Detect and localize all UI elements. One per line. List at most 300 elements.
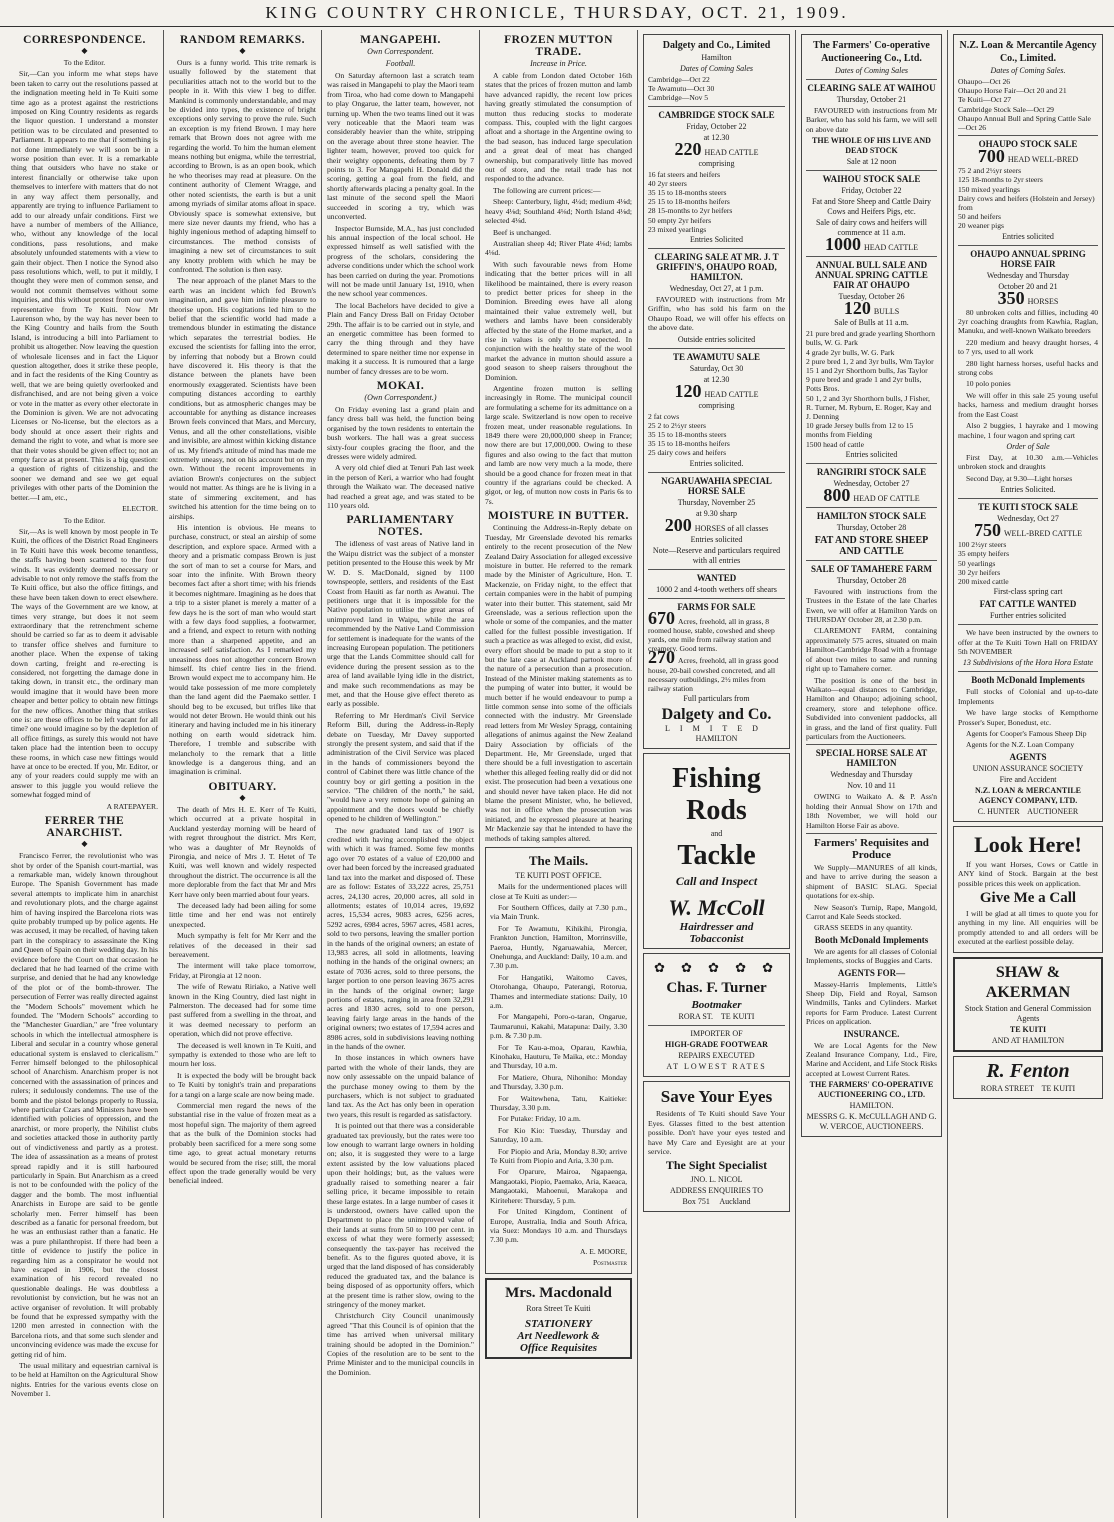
look-here-text: If you want Horses, Cows or Cattle in ANY kind of Stock. Bargain at the best possible prices this week on application. (958, 859, 1098, 888)
lot-line: 100 2½yr steers (958, 540, 1007, 550)
mails-notice (485, 847, 632, 1273)
article-paragraph: The deceased lady had been ailing for some little time and her end was not entirely unexpected. (169, 900, 316, 929)
company-name: N.Z. LOAN & MERCANTILE AGENCY COMPANY, LTD. (974, 785, 1081, 805)
lot-count: 120 (674, 380, 702, 401)
lot-count: 120 (843, 298, 871, 319)
fenton-name: R. Fenton (986, 1059, 1070, 1082)
entries-note: Entries solicited. (689, 458, 744, 468)
article-paragraph: His intention is obvious. He means to purchase, construct, or steal an airship of some description, and explore space. Armed with a theory and a prismatic compass Brown is just the sort of man to set a course for Mars, and soar into the infinite. With Brown theory becomes fact after a short time; with his friends it becomes nightmare. Imagining as he does that a trip to a sister planet is merely a matter of a few days he is the sort of man who would start with a few days food supplies, a footwarmer, and a friend, and expect to return with nothing more than a sharpened appetite, and an increased self satisfaction. As I remarked my uneasiness does not altogether concern Brown himself. Its chief centre lies in the friend. Brown would expect me to accompany him. He would take possession of me more completely than the land agent did the Paemako settler. I should beg to be excused, but trifles like that would not deter Brown. He would think out his itinerary and having included me in his itinerary nothing on earth would sidetrack him. Therefore, I tremble and subscribe with melancholy to the remark that a little knowledge is a dangerous thing, and an imagination is criminal. (169, 522, 316, 777)
sale-title: TE AWAMUTU SALE (672, 351, 761, 362)
lot-line: 2 fat cows (648, 411, 680, 421)
eyes-heading: Save Your Eyes (660, 1087, 773, 1107)
article-paragraph: Beef is unchanged. (493, 227, 551, 237)
article-paragraph: A very old chief died at Tenuri Pah last week in the person of Keri, a warrior who had fought through the Waikato war. The deceased native had reached a great age, and was stated to be 110 years old. (327, 463, 474, 511)
lot-line: 50 empty 2yr heifers (648, 215, 712, 225)
turner-name: Chas. F. Turner (666, 980, 767, 997)
shaw-name: SHAW & (995, 963, 1061, 981)
mails-line: For Te Awamutu, Kihikihi, Pirongia, Frankton Junction, Hamilton, Morrinsville, Paeroa, Huntly, Ngaruawahia, Mercer, Onehunga, and Auckland: Daily, 10 a.m. and 7.30 p.m. (490, 923, 627, 971)
lot-line: 21 pure bred and grade yearling Shorthorn bulls, W. G. Park (806, 329, 936, 348)
order-line: Second Day, at 9.30—Light horses (966, 473, 1073, 483)
implements-text: Full stocks of Colonial and up-to-date Implements (958, 687, 1098, 706)
particulars-note: Full particulars from (683, 694, 750, 704)
sale-date: Friday, October 22 (686, 121, 747, 131)
date-line: Ohaupo Horse Fair—Oct 20 and 21 (958, 86, 1067, 96)
farms-heading: FARMS FOR SALE (677, 601, 756, 612)
section-title: PARLIAMENTARY NOTES. (346, 514, 455, 539)
sale-title: CAMBRIDGE STOCK SALE (658, 109, 775, 120)
advert-line: Office Requisites (519, 1341, 598, 1354)
requisites-text: We Supply—MANURES of all kinds, and have to arrive during the season a shipment of BASIC SLAG. Special quotations for ex-ship. (806, 862, 937, 901)
article-paragraph: Argentine frozen mutton is selling increasingly in Rome. The municipal council are formulating a scheme for its admittance on a large scale. Switzerland is now open to receive frozen meat, under reasonable regulations. In 1849 there were 20,000,000 sheep in France; now there are but 17,000,000. Owing to these figures and also owing to the fact that mutton and lamb are now very much a la mode, there should be a good chance for frozen meat in that country if the agrarians could be checked. A gigot, or leg, of mutton now costs in Paris 6s to 7s. (485, 384, 632, 506)
nz-loan-advert (953, 34, 1103, 822)
sale-title: TE KUITI STOCK SALE (977, 502, 1079, 513)
lot-line: 75 2 and 2½yr steers (958, 166, 1022, 176)
implements-text: Agents for the N.Z. Loan Company (966, 740, 1075, 750)
sale-title: CLEARING SALE AT WAIHOU (807, 83, 936, 93)
mails-line: For Hangatiki, Waitomo Caves, Otorohanga, Ohaupo, Paterangi, Rotorua, Thames and intermediate stations: Daily, 10 a.m. (490, 972, 627, 1010)
column-trade-news (480, 30, 638, 1518)
lot-line: 16 fat steers and heifers (648, 169, 721, 179)
sight-city: Auckland (719, 1197, 751, 1207)
advert-line: STATIONERY (524, 1317, 593, 1330)
date-line: Ohaupo Annual Bull and Spring Cattle Sale—Oct 26 (958, 113, 1091, 133)
lot-line: 1500 head of cattle (806, 439, 864, 449)
sight-box: Box 751 (682, 1197, 710, 1207)
turner-line: AT LOWEST RATES (666, 1062, 767, 1072)
auctioneer-title: AUCTIONEER (1027, 806, 1079, 816)
sight-enquiries: ADDRESS ENQUIRIES TO (669, 1186, 764, 1196)
entries-note: Entries solicited (1002, 231, 1054, 241)
lot-heading: HEAD CATTLE (864, 243, 918, 253)
section-subtitle: Own Correspondent. (367, 47, 434, 56)
mails-line: For Piopio and Aria, Monday 8.30; arrive Te Kuiti from Piopio and Aria, 3.30 p.m. (490, 1146, 627, 1166)
section-title: MOKAI. (376, 380, 425, 392)
turner-town: TE KUITI (720, 1012, 755, 1022)
shaw-town: TE KUITI (1009, 1024, 1047, 1034)
look-here-heading: Look Here! (974, 831, 1082, 857)
article-paragraph: Christchurch City Council unanimously agreed "That this Council is of opinion that the time has arrived when universal military training should be adopted in the Dominion." Copies of the resolution are to be sent to the Prime Minister and to the municipal councils in the Dominion. (327, 1311, 474, 1377)
sight-name: JNO. L. NICOL (690, 1175, 743, 1185)
sale-date: Thursday, October 21 (836, 95, 907, 104)
sale-date-2: Nov. 10 and 11 (847, 781, 896, 791)
mails-line: For Te Kau-a-moa, Oparau, Kawhia, Kinohaku, Hauturu, Te Maika, etc.: Monday and Thursday, 10 a.m. (490, 1042, 627, 1071)
mails-line: For Kio Kio: Tuesday, Thursday and Saturday, 10 a.m. (490, 1125, 627, 1145)
lot-line: 200 mixed cattle (958, 576, 1009, 586)
mails-line: For Matiere, Ohura, Nihoniho: Monday and Thursday, 3.30 p.m. (490, 1072, 627, 1092)
article-paragraph: A cable from London dated October 16th states that the prices of frozen mutton and lamb have advanced rapidly, the recent low prices having greatly stimulated the consumption of mutton thus reducing stocks to moderate compass. This, coupled with the light cargoes afloat and a shortage in the Argentine owing to the bad season, has induced large speculation and a great deal of meat has changed ownership, but comparatively little has moved out of store, and the retail trade has not responded to the advance. (485, 71, 632, 184)
lot-heading: WELL-BRED CATTLE (1004, 529, 1082, 539)
column-farmers-adverts (796, 30, 948, 1518)
auctioneer-name: C. HUNTER (977, 806, 1020, 816)
section-title: MANGAPEHI. (360, 34, 441, 46)
company-town: HAMILTON. (849, 1101, 894, 1111)
advertiser-name: Mrs. Macdonald (505, 1284, 612, 1301)
shaw-town-2: AND AT HAMILTON (991, 1035, 1065, 1045)
sale-text: We will offer in this sale 25 young useful hacks, harness and medium draught horses from the East Coast (958, 390, 1098, 419)
section-rule: ◆ (81, 46, 88, 55)
article-paragraph: Ours is a funny world. This trite remark is usually followed by the statement that peculiarities attach not to the world but to the people in it. With this view I beg to differ. Mankind is commonly understandable, and may be divided into types, the existence of bright exceptions only serving to prove the rule. Such an exception is my friend Brown. I may here remark that Brown does not agree with me regarding the world. To him the human element means nothing but enigma, while the terrestrial, according to Brown, is as an open book, which he who theorises may read at pleasure. On the continent authority of Clement Wragge, and other noted scientists, the earth is but a unit among myriads of similar atoms afloat in space. Obviously space is somewhat extensive, but mere size never daunts my friend, who has a highly ingenious method of adapting himself to circumstances. The method consists of imagining a new set of circumstances to suit any knotty problem with which he may be confronted. The solution is then easy. (169, 58, 316, 274)
article-paragraph: In those instances in which owners have parted with the whole of their lands, they are now only assessable on the unpaid balance of the purchase money owing to them by the purchasers, which is not subject to graduated land tax. As the Act has only been in operation two years, this result is regarded as satisfactory. (327, 1053, 474, 1119)
article-paragraph: Inspector Burnside, M.A., has just concluded his annual inspection of the local school. He expressed himself as well satisfied with the progress of the scholars, considering the adverse conditions under which the school work has been carried on during the year. Promotions will not be made until January 1st, 1910, when the new school year commences. (327, 223, 474, 299)
lot-count: 350 (997, 287, 1025, 308)
letter-body: Sir,—Can you inform me what steps have been taken to carry out the resolutions passed at the indignation meeting held in Te Kuiti some time ago as a protest against the restrictions imposed on King Country residents as regards the liquor question. I understand a monster petition was to be circulated and presented to Parliament. It appears to me that if something is not done immediately we will soon be in a worse position than ever. It is a remarkable thing that outsiders who have no stake or interest financially or otherwise take upon themselves to interfere with matters that do not in any way affect them personally, and apparently are trying to influence Parliament to add to our already unfair conditions. First we have a number of members of the Alliance, who, without any knowledge of the local conditions, pass resolutions, and make absolutely unfounded statements with a view to gain their object. Then I notice the Synod also pass resolutions which, well, to put it mildly, I thought they were men of common sense, and would not commit themselves without some inquiries, and this without protest from our own representative from Te Kuiti. Now Mr Laurenson who, by the way has never been to the King Country and hails from the South Island, is introducing a bill into Parliament to prohibit us altogether. Now leaving the question of wholesale licenses and in fact the Liquor question altogether, does it strike these people, and in fact the residents of the King Country as well, that we are being quietly overlooked and disfranchised, and are not being given a voice or vote in the matter as every other electorate in the Dominion is given. We are not advocating Licenses or No-license, but the electors as a body should at once assert their rights and demand the right to vote, and what is more see that their votes should be given effect to; not an empty farce as at present. This is a big question: a question of rights of citizenship, and the sooner we demand and see we get equal privileges with other parts of the Dominion the better.—I am, etc., (11, 69, 158, 502)
sale-time: Sale at 12 noon (846, 157, 897, 167)
lot-line: 35 empty heifers (958, 549, 1010, 559)
sale-text: OWING to Waikato A. & P. Ass'n holding their Annual Show on 17th and 18th November, we will hold our Hamilton Horse Fair as above. (806, 792, 937, 830)
lot-line: 35 15 to 18-months heifers (648, 439, 730, 449)
implements-heading: Booth McDonald Implements (814, 934, 929, 945)
sale-text: 220 medium and heavy draught horses, 4 to 7 yrs, used to all work (958, 337, 1098, 357)
advert-dates-heading: Dates of Coming Sales. (990, 66, 1066, 75)
sale-date: Thursday, October 28 (836, 522, 907, 532)
lot-heading: HEAD CATTLE (704, 389, 759, 399)
requisites-heading: Farmers' Requisites and Produce (814, 836, 929, 861)
sale-text: CLAREMONT FARM, containing approximately 575 acres, situated on main Hamilton-Cambridge Road with a frontage of about two miles to same and running right up to Tamahere corner. (806, 626, 937, 674)
article-paragraph: Sheep: Canterbury, light, 4¼d; medium 4⅛d; heavy 4⅛d; Southland 4⅛d; North Island 4⅛d; selected 4⅛d. (485, 197, 632, 226)
article-paragraph: With such favourable news from Home indicating that the better prices will in all likelihood be maintained, there is every reason to predict better prices for sheep in the Dominion. Breeding ewes have all along maintained their value extremely well, but wethers and lambs have been considerably affected by the state of the Home market, and a rise in values is only to be expected. In conjunction with the healthy state of the wool market the advance in mutton should assure a good season to sheep raisers throughout the Dominion. (485, 259, 632, 382)
agents-heading: AGENTS (1009, 751, 1047, 762)
entries-note: Entries solicited (690, 534, 743, 544)
sale-text: Fat and Store Sheep and Cattle Dairy Cows and Heifers Pigs, etc. (811, 197, 932, 217)
article-paragraph: The usual military and equestrian carnival is to be held at Hamilton on the Agricultural Show nights. Entries for the various events close on November 1. (11, 1361, 158, 1399)
section-subtitle: Increase in Price. (530, 59, 587, 68)
sale-date: Wednesday, Oct 27, at 1 p.m. (669, 284, 764, 294)
mails-line: Mails for the undermentioned places will close at Te Kuiti as under:— (490, 882, 627, 901)
sale-time: at 12.30 (703, 132, 730, 142)
column-district-news (322, 30, 480, 1518)
article-paragraph: Much sympathy is felt for Mr Kerr and the relatives of the deceased in their sad bereavement. (169, 931, 316, 959)
akerman-name: AKERMAN (985, 983, 1071, 1001)
section-title: FERRER THE ANARCHIST. (44, 815, 125, 840)
lot-line: 4 grade 2yr bulls, W. G. Park (806, 347, 895, 357)
lot-line: 20 weaner pigs (958, 221, 1004, 231)
sale-text: Favoured with instructions from the Trustees in the Estate of the late Charles Ewen, we will offer at Hamilton Yards on THURSDAY October 28, at 2.30 p.m. (806, 586, 937, 625)
lot-count: 1000 (825, 234, 861, 255)
article-paragraph: Continuing the Address-in-Reply debate on Tuesday, Mr Greenslade devoted his remarks entirely to the recent prosecution of the New Zealand Dairy Association for alleged excessive moisture in butter. He referred to the remark made by the Minister of Agriculture, Hon. T. Mackenzie, on Friday night, to the effect that certain companies were in the habit of pumping water into their butter. This statement, said Mr Greenslade, was a serious reflection upon the whole or some of the companies, and the matter called for the fullest possible investigation. If such a practice as was alleged to exist, did exist, every effort should be made to put a stop to it but the late case at Auckland partook more of the nature of a persecution than a prosecution. Instead of the Minister making statements as to the pumping of water into butter, it would be much better if he would endeavour to pump a little common sense into some of the officials connected with the industry. Mr Greenslade read letters from Mr Wesley Spragg, containing allegations of animus against the New Zealand Dairy Association by officials of the Department. He, Mr Greenslade, urged that there should be a full investigation to ascertain whether this alleged feeling really did or did not exist. The prosecution had been a vexatious one and should never have taken place. He did not blame the present Minister, who, he believed, was not in office when the prosecution was initiated, and he expressed pleasure at hearing Mr Mackenzie say that he intended to have the methods of taking samples altered. (485, 523, 632, 843)
sale-heading: FAT AND STORE SHEEP AND CATTLE (814, 534, 929, 557)
sale-text: FAVOURED with instructions from Mr Barker, who has sold his farm, we will sell on above date (806, 106, 937, 134)
lot-count: 800 (823, 484, 851, 505)
article-paragraph: The interment will take place tomorrow, Friday, at Pirongia at 12 noon. (169, 961, 316, 980)
article-paragraph: Commercial men regard the news of the substantial rise in the value of frozen meat as a most hopeful sign. The majority of them agreed that as the bulk of the Dominion stocks had probably been sacrificed for a mere song some time ago, to great actual monetary returns would be secured from the rise; still, the moral effect upon the trade generally would be very beneficial indeed. (169, 1101, 316, 1186)
fishing-heading: Fishing Rods (672, 763, 761, 827)
article-paragraph: The deceased is well known in Te Kuiti, and sympathy is extended to those who are left to mourn her loss. (169, 1040, 316, 1069)
dalgety-logo-text: Dalgety and Co. (661, 706, 772, 724)
lot-heading: BULLS (873, 307, 900, 317)
insurance-text: We are Local Agents for the New Zealand Insurance Company, Ltd., Fire, Marine and Accident, and Life Stock Risks accepted at Lowest Current Rates. (806, 1040, 937, 1078)
lot-line: 50 yearlings (958, 558, 996, 568)
columns (6, 30, 1108, 1518)
fenton-street: RORA STREET (980, 1083, 1034, 1093)
section-title: MOISTURE IN BUTTER. (488, 510, 629, 523)
sale-time: at 12.30 (703, 374, 730, 384)
fishing-and: and (710, 829, 723, 839)
sale-text: Also 2 buggies, 1 hayrake and 1 mowing machine, 1 four wagon and spring cart (958, 421, 1098, 440)
advert-heading-2: Co., Limited. (999, 53, 1057, 64)
call-heading: Give Me a Call (979, 890, 1077, 907)
section-title: RANDOM REMARKS. (179, 34, 306, 46)
column-random-remarks (164, 30, 322, 1518)
fenton-town: TE KUITI (1041, 1083, 1076, 1093)
sale-date: Thursday, October 28 (836, 575, 907, 585)
sale-date: Tuesday, October 26 (838, 292, 905, 302)
mccoll-name: W. McColl (668, 895, 765, 921)
lot-count: 750 (974, 520, 1001, 541)
section-title: OBITUARY. (208, 780, 277, 793)
implements-text: Agents for Cooper's Famous Sheep Dip (966, 729, 1087, 738)
column-nz-loan-adverts (948, 30, 1108, 1518)
sale-text: 80 unbroken colts and fillies, including 40 2yr coaching draughts from Kawhia, Raglan, Manuku, and well-known Waikato breeders (958, 307, 1098, 336)
agents-text: Massey-Harris Implements, Little's Sheep Dip, Field and Royal, Samson Windmills, Tanks and Cylinders. Market reports for Farm Produce. Latest Current Prices on application. (806, 979, 937, 1027)
article-paragraph: The new graduated land tax of 1907 is credited with having accomplished the object with which it was framed. Some few months ago over 70 estates of a value of £20,000 and over had been forced by the increased graduated land tax into the market and disposed of. These are as follow: Estates of 33,222 acres, 25,751 acres, 24,130 acres, 20,000 acres, all sold in allotments; estates of 10,014 acres, 19,692 acres, 15,534 acres, 9083 acres, 6256 acres, 5292 acres, 6984 acres, 5967 acres, 4581 acres, sold to two persons, leaving the smaller portion in the hands of the original owners; an estate of 13,983 acres, all sold in allotments, leaving nothing in the hands of the original owners; an estate of 7036 acres, sold to three persons, the larger portion to one person leaving 3675 acres in the hands of the original owner; large portions of estates, ranging in area from 32,291 acres and 1830 acres, sold to one person, leaving fairly large areas in the hands of the original owners; two estates of 17,594 acres and 8986 acres, sold in subdivisions leaving nothing in the hands of the owner. (327, 825, 474, 1051)
mccoll-trade: Hairdresser and (679, 921, 754, 934)
sale-date: Wednesday and Thursday (830, 770, 913, 780)
sale-title: WAIHOU STOCK SALE (822, 174, 921, 185)
sale-title: SPECIAL HORSE SALE AT HAMILTON (815, 748, 928, 769)
advert-heading-2: Auctioneering Co., Ltd. (821, 53, 922, 64)
turner-street: RORA ST. (678, 1012, 714, 1022)
turner-line: REPAIRS EXECUTED (678, 1051, 755, 1061)
sale-text: We have been instructed by the owners to offer at the Te Kuiti Town Hall on FRIDAY 5th NOVEMBER (958, 628, 1098, 656)
advert-heading: N.Z. Loan & Mercantile Agency (959, 40, 1097, 51)
section-title: FROZEN MUTTON TRADE. (504, 34, 613, 58)
advert-dates-heading: Dates of Coming Sales (679, 64, 754, 73)
lot-line: 35 15 to 18-months steers (648, 188, 727, 198)
section-rule: ◆ (239, 46, 246, 55)
advert-subheading: Hamilton (701, 53, 732, 62)
sale-title: HAMILTON STOCK SALE (816, 510, 927, 521)
sale-title: OHAUPO STOCK SALE (978, 139, 1078, 150)
lot-count: 220 (674, 138, 702, 159)
farmers-coop-advert (801, 34, 942, 1137)
advert-line: Art Needlework & (517, 1329, 600, 1342)
turner-advert (643, 953, 790, 1077)
requisites-text: GRASS SEEDS in any quantity. (814, 923, 913, 933)
article-paragraph: Australian sheep 4d; River Plate 4⅛d; lambs 4⅛d. (485, 238, 632, 258)
sale-title: SALE OF TAMAHERE FARM (811, 563, 932, 574)
mails-line: For United Kingdom, Continent of Europe, Australia, India and South Africa, via Suez: Mondays 10 a.m. and Thursdays 7.30 p.m. (490, 1207, 627, 1245)
sale-text: 280 light harness horses, useful hacks and strong cobs (958, 358, 1098, 378)
company-name: THE FARMERS' CO-OPERATIVE AUCTIONEERING CO., LTD. (809, 1080, 934, 1100)
lot-line: 23 mixed yearlings (648, 224, 707, 234)
lot-line: 10 grade Jersey bulls from 12 to 15 months from Fielding (806, 421, 914, 440)
implements-heading: Booth McDonald Implements (971, 675, 1085, 686)
mails-line: For Putake: Friday, 10 a.m. (498, 1114, 581, 1124)
wanted-heading: FAT CATTLE WANTED (979, 599, 1077, 610)
lot-line: 25 2 to 2½yr steers (648, 420, 706, 430)
dalgety-limited: LIMITED (665, 724, 768, 734)
lot-heading: HEAD CATTLE (704, 147, 759, 157)
insurance-heading: INSURANCE. (843, 1028, 900, 1039)
lot-line: 9 pure bred and grade 1 and 2yr bulls, Potts Bros. (806, 375, 922, 394)
mails-subtitle: TE KUITI POST OFFICE. (515, 871, 602, 881)
sale-date: Friday, October 22 (841, 186, 902, 196)
section-subtitle: (Own Correspondent.) (364, 393, 437, 402)
lot-line: 35 15 to 18-months steers (648, 430, 727, 440)
mails-line: For Mangapehi, Poro-o-taran, Ongarue, Taumarunui, Kakahi, Matapuna: Daily, 3.30 p.m. & 7.30 p.m. (490, 1012, 627, 1041)
agents-text: UNION ASSURANCE SOCIETY (972, 763, 1084, 773)
entries-note: Further entries solicited (990, 611, 1066, 621)
fishing-heading-2: Tackle (677, 840, 756, 872)
lot-heading: HORSES of all classes (694, 523, 769, 533)
sale-time: at 9.30 sharp (695, 508, 738, 518)
agents-heading: AGENTS FOR— (837, 967, 906, 978)
advert-heading: Dalgety and Co., Limited (662, 40, 771, 51)
article-paragraph: The wife of Rewatu Ririako, a Native well known in the King Country, died last night in Palmerston. The deceased had for some time past suffered from a swelling in the throat, and it was deemed necessary to perform an operation, which did not prove effective. (169, 982, 316, 1039)
farm-acres: 670 (648, 607, 675, 628)
date-line: Cambridge Stock Sale—Oct 29 (958, 104, 1054, 114)
macdonald-advert (485, 1278, 632, 1359)
mails-signature-title: Postmaster (593, 1258, 627, 1268)
turner-line: HIGH-GRADE FOOTWEAR (665, 1040, 768, 1050)
look-here-advert (953, 826, 1103, 953)
lot-line: 25 dairy cows and heifers (648, 448, 727, 458)
sale-time: Sale of Bulls at 11 a.m. (834, 318, 909, 328)
sight-advert (643, 1081, 790, 1212)
lot-heading: HORSES (1027, 296, 1059, 306)
article-paragraph: The death of Mrs H. E. Kerr of Te Kuiti, which occurred at a private hospital in Auckland yesterday morning will be heard of with regret throughout the district. Mrs Kerr, who was a daughter of Mr Reynolds of Pirongia, and neice of Mrs J. T. Hetet of Te Kuiti, was well known and widely respected throughout the district. The occurrence is all the more deplorable from the fact that Mr and Mrs Kerr have only been married about four years. (169, 804, 316, 899)
farm-text: Acres, freehold, all in grass good house, 20-bail cowshed concreted, and all necessary outbuildings, 2½ miles from railway station (648, 656, 779, 694)
mccoll-trade-2: Tobacconist (689, 933, 744, 946)
letter-salutation: To the Editor. (63, 515, 106, 525)
lot-line: 50 and heifers (958, 212, 1002, 222)
column-correspondence (6, 30, 164, 1518)
turner-trade: Bootmaker (691, 999, 742, 1012)
lot-comprising: comprising (698, 158, 735, 168)
wanted-text: 1000 2 and 4-tooth wethers off shears (656, 584, 777, 594)
shaw-akerman-advert (953, 957, 1103, 1052)
letter-salutation: To the Editor. (63, 58, 106, 67)
lot-line: 40 2yr steers (648, 178, 687, 188)
section-rule: ◆ (81, 839, 88, 849)
lot-line: 125 18-months to 2yr steers (958, 175, 1043, 185)
lot-count: 200 (664, 514, 692, 535)
section-subtitle: Football. (385, 59, 416, 68)
sale-date: Wednesday and Thursday (986, 270, 1070, 280)
sale-text-bold: THE WHOLE OF HIS LIVE AND DEAD STOCK (812, 136, 931, 156)
date-line: Cambridge—Oct 22 (648, 75, 710, 84)
implements-text: We are agents for all classes of Colonial Implements, stocks of Buggies and Carts. (806, 946, 937, 966)
lot-heading: HEAD WELL-BRED (1007, 155, 1079, 165)
sale-text: FAVOURED with instructions from Mr Griffin, who has sold his farm on the Ohaupo Road, we will offer his effects on the above date. (648, 295, 785, 333)
lot-line: 25 15 to 18-months heifers (648, 197, 730, 207)
sale-title: RANGIRIRI STOCK SALE (816, 466, 927, 477)
date-line: Ohaupo—Oct 26 (958, 77, 1011, 86)
article-paragraph: On Saturday afternoon last a scratch team was raised in Mangapehi to play the Maori team from Tiroa, who had come down to Mangapehi to play Ongarue, the latter team, however, not turning up. When the two teams lined out it was very noticeable that the Maori team was considerably heavier than the white, stripping on the average about three stone heavier. The lighter team, however, proved too quick for their weighty opponents, defeating them by 7 points to 3. For Mangapehi H. Donald did the scoring, getting a goal from the field, and shortly afterwards placing a penalty goal. In the last minute of the second spell the Maori succeeded in scoring a try, which was unconverted. (327, 71, 474, 222)
mails-line: For Waitewhena, Tatu, Kaitieke: Thursday, 3.30 p.m. (490, 1093, 627, 1113)
article-paragraph: On Friday evening last a grand plain and fancy dress ball was held, the function being organised by the town residents to entertain the bush workers. The hall was a great success sixty-four couples gracing the floor, and the dresses were widely admired. (327, 405, 474, 462)
requisites-text: New Season's Turnip, Rape, Mangold, Carrot and Kale Seeds stocked. (806, 902, 937, 922)
call-text: I will be glad at all times to quote you for anything in my line. All enquiries will be promptly attended to and all orders will be executed at the earliest possible delay. (958, 909, 1098, 947)
article-paragraph: Referring to Mr Herdman's Civil Service Reform Bill, during the Address-in-Reply debate on Tuesday, Mr Davey supported strongly the present system, and said that if the administration of the Civil Service was placed in the hands of commissioners beyond the control of Cabinet there was little chance of the country boy or girl getting a position in the service. "The children of the north," he said, "would have a very remote hope of gaining an appointment and the doors would be chiefly opened to he children of Wellington." (327, 710, 474, 824)
sale-date: Thursday, November 25 (677, 497, 756, 507)
sale-title: ANNUAL BULL SALE AND ANNUAL SPRING CATTLE FAIR AT OHAUPO (815, 260, 928, 291)
mails-signature: A. E. MOORE, (579, 1246, 627, 1256)
sale-title: NGARUAWAHIA SPECIAL HORSE SALE (661, 475, 772, 496)
entries-note: Entries Solicited. (1000, 485, 1056, 495)
shaw-trade: Stock Station and General Commission Agents (964, 1003, 1092, 1023)
entries-note: Outside entries solicited (677, 334, 756, 344)
mails-title: The Mails. (528, 853, 589, 869)
sale-date: Saturday, Oct 30 (689, 363, 744, 373)
farm-acres: 270 (648, 647, 675, 668)
section-title: CORRESPONDENCE. (23, 34, 146, 46)
sale-note: Note—Reserve and particulars required with all entries (652, 545, 781, 565)
fishing-call: Call and Inspect (675, 874, 758, 889)
article-paragraph: It is pointed out that there was a considerable graduated tax previously, but the rates were too low enough to warrant large owners in holding on; also, it is suggested they were to a large extent assisted by the low valuations placed upon their holdings; but, as the values were gradually raised to something nearer a fair selling price, it became impossible to retain these large estates. In a large number of cases it is understood, owners have called upon the Department to place the unimproved value of their lands at sums from 50 to 100 per cent. in excess of what they were formerly assessed; consequently the tax-payer has received the benefit. As to the figures quoted above, it is urged that the land disposed of has considerably reduced the graduated tax, and the balance is being disposed of as opportunity offers, which at the present time is rather slow, owing to the stringency of the money market. (327, 1121, 474, 1309)
rose-ornament-icon: ✿ ✿ ✿ ✿ ✿ (654, 961, 779, 977)
wanted-heading: WANTED (696, 572, 737, 583)
article-paragraph: The local Bachelors have decided to give a Plain and Fancy Dress Ball on Friday October 29th. The affair is to be carried out in style, and an energetic committee has been formed to carry the thing through and they have determined to spare neither time nor expense in making it a success. It is rumoured that a large number of fancy dresses are to be worn. (327, 300, 474, 376)
farm-text: Acres, freehold, all in grass, 8 roomed house, stable, cowshed and sheep yards, one mile from railway station and creamery. Good terms. (648, 616, 775, 654)
implements-text: We have large stocks of Kempthorne Prosser's Super, Bonedust, etc. (958, 708, 1098, 727)
masthead: KING COUNTRY CHRONICLE, THURSDAY, OCT. 21, 1909. (0, 0, 1114, 27)
mails-line: For Oparure, Mairoa, Ngapaenga, Mangaotaki, Piopio, Paemako, Aria, Kaeaca, Mangaotaki, Mahoenui, Marakopa and Kiritehere: Thursday, 5 p.m. (490, 1167, 627, 1205)
lot-line: 2 pure bred 1, 2 and 3yr bulls, Wm Taylor (806, 356, 934, 366)
entries-note: Entries Solicited (689, 235, 744, 245)
letter-signature: ELECTOR. (122, 504, 158, 514)
sale-date: Wednesday, October 27 (833, 478, 910, 488)
sale-text: Sale of dairy cows and heifers will commence at 11 a.m. (815, 218, 928, 238)
dalgety-town: HAMILTON (695, 734, 738, 744)
section-rule: ◆ (239, 792, 246, 802)
turner-line: IMPORTER OF (690, 1029, 743, 1039)
fenton-advert (953, 1056, 1103, 1099)
advert-dates-heading: Dates of Coming Sales (834, 66, 909, 75)
lot-line: 28 15-months to 2yr heifers (648, 206, 733, 216)
dalgety-advert (643, 34, 790, 749)
estate-heading: 13 Subdivisions of the Hora Hora Estate (962, 658, 1094, 668)
agents-text-2: Fire and Accident (999, 774, 1057, 784)
company-auctioneers: MESSRS G. K. McCULLAGH AND G. W. VERCOE, AUCTIONEERS. (806, 1112, 937, 1132)
letter-signature: A RATEPAYER. (106, 801, 158, 811)
lot-heading: HEAD OF CATTLE (853, 493, 920, 503)
order-heading: Order of Sale (1006, 441, 1050, 451)
date-line: Te Kuiti—Oct 27 (958, 95, 1012, 105)
eyes-text: Residents of Te Kuiti should Save Your Eyes. Glasses fitted to the best attention possible. Don't have your eyes tested and have My Care and Eyesight are at your service. (648, 1109, 785, 1156)
sale-date: Wednesday, Oct 27 (997, 514, 1059, 524)
lot-line: 150 mixed yearlings (958, 184, 1021, 194)
date-line: Cambridge—Nov 5 (648, 93, 709, 103)
sight-specialist: The Sight Specialist (665, 1158, 768, 1173)
date-line: Te Awamutu—Oct 30 (648, 84, 715, 94)
lot-line: 30 2yr heifers (958, 567, 1001, 577)
letter-body: Sir,—As is well known by most people in Te Kuiti, the offices of the District Road Engineers in Te Kuiti have this week become tenantless, the staffs having been scattered to the four winds. It was evidently deemed necessary or advisable to not only remove the staffs from the Te Kuiti office, but also the office fittings, and these have been taken down to erect elsewhere. The ways of the Government are we know, at times very strange, but does it not seem extraordinary that the retrenchment scheme should be carried so far as to deem it advisable to transfer office shelves and furniture to another place. When the expense of taking down carting, freight and re-erecting is considered, not forgetting the damage done in taking down, in transit etc., the ordinary man would imagine that it would have been more cheaper and better policy to obtain new fittings for the new offices. Another thing that strikes one is: are these offices to be left vacant for all time? one would imagine so by the depletion of all office fittings, as surely this would not have taken place had the intention been to occupy these rooms, in which case new fittings would have at once to be erected. If you, Mr. Editor, or any of your readers could supply me with an answer to this juggle you would relieve the somewhat fogged mind of (11, 526, 158, 800)
sale-text: 10 polo ponies (966, 379, 1011, 389)
fishing-advert (643, 753, 790, 949)
sale-text: The position is one of the best in Waikato—equal distances to Cambridge, Hamilton and Ohaupo; adjoining school, creamery, store and telephone office. Subdivided into convenient paddocks, all in grass, and the land of first quality. Full particulars from the Auctioneers. (806, 675, 937, 741)
sale-title: CLEARING SALE AT MR. J. T GRIFFIN'S, OHAUPO ROAD, HAMILTON. (654, 252, 779, 283)
lot-line: 15 1 and 2yr Shorthorn bulls, Jas Taylor (806, 366, 928, 376)
lot-line: Dairy cows and heifers (Holstein and Jersey) from (958, 193, 1095, 213)
mails-line: For Southern Offices, daily at 7.30 p.m., via Main Trunk. (490, 902, 627, 922)
lot-line: 50 1, 2 and 3yr Shorthorn bulls, J Fisher, R. Turner, M. Ryburn, E. Roger, Kay and J. Denning (806, 393, 932, 422)
sale-date-2: October 20 and 21 (998, 281, 1058, 291)
entries-note: Entries solicited (845, 449, 898, 459)
advertiser-address: Rora Street Te Kuiti (526, 1303, 591, 1313)
lot-count: 700 (977, 146, 1005, 167)
article-paragraph: The following are current prices:— (493, 185, 601, 195)
article-paragraph: Francisco Ferrer, the revolutionist who was shot by order of the Spanish court-martial, was a remarkable man, widely known throughout Europe. The Spanish Government has made several attempts to implicate him in anarchist and revolutionary plots, and the charge against him of having inspired the Barcelona riots was quite probably trumped up by police agents. He was accused, it may be recalled, of having taken part in the conspiracy to assassinate the King and Queen of Spain on their wedding day. In his evidence before the Court on that occasion he declared that he had learned of the crime with surprise, and denied that he had any knowledge of the plot or of the bomb-thrower. The persecution of Ferrer was really directed against the "Modern Schools" movement which he founded. The "Modern Schools" according to the "Manchester Guardian," are "free voluntary schools in which the intellectual atmosphere is Liberal and secular in a country whose general educational system is enslaved to clericalism." Ferrer himself belonged to the philosophical school of Anarchism. Anarchism proper is not concerned with the assassination of princes and rulers; it sedulously condemns. The use of the bomb and the pistol belongs properly to Russia, where particular Czars and Ministers have been identified with policies of oppression, and the anarchist, or more properly, the Nihilist clubs and societies attacked those in authority partly out of vindictiveness and partly as a protest. The idea of assassination as a means of protest spread rapidly and it is still harboured particularly in Spain. But Anarchism as a creed is not to be confounded with the policy of the dagger and the bomb. The most influential Anarchists in Europe are said to be gentle scholarly men. Ferrer himself has been described as a fanatic for personal freedom, but he was an enthusiast rather than a fanatic. He was a pure philanthropist. If there had been a tittle of evidence to justify the police in regarding him as a conspirator he would not have escaped in 1906, but the closest examination of his record revealed no questionable dealings. He was doubtless a revolutionist by conviction, but he was not an active organiser of revolution. It will probably be found that he expressed sympathy with the 1200 men arrested in connection with the Barcelona riots, and that some such slender and unconvincing evidence was made the excuse for getting rid of him. (11, 851, 158, 1359)
column-dalgety-adverts (638, 30, 796, 1518)
article-paragraph: The idleness of vast areas of Native land in the Waipu district was the subject of a monster petition presented to the House this week by Mr W. D. S. MacDonald, signed by 1100 townspeople, settlers, and residents of the East Coast from Hauiti as far north as Awanui. The petitioners urge that it is impossible for the Native population to utilise the great areas of unimproved land in Waipu, while the area recommended by the Native Land Commission for settlement is inadequate for the wants of the increasing European population. The petitioners urge that the Lands Committee should call for evidence during the present session as to the area of land available lying idle in the district, and make such recommendations as may be met, and that the House give effect thereto as early as possible. (327, 539, 474, 709)
sale-text: First-class spring cart (993, 587, 1063, 597)
lot-comprising: comprising (698, 400, 735, 410)
sale-title: OHAUPO ANNUAL SPRING HORSE FAIR (970, 248, 1086, 269)
advert-heading: The Farmers' Co-operative (813, 40, 930, 51)
order-line: First Day, at 10.30 a.m.—Vehicles unbroken stock and draughts (958, 452, 1098, 472)
article-paragraph: The near approach of the planet Mars to the earth was an incident which fed Brown's imagination, and gave him infinite pleasure to theorise upon. His cogitations led him to the belief that the scientific world had made a tremendous blunder in estimating the distance which separates the terrestrial bodies. He excused the scientists for falling into the error, by inferring that nobody but a Brown could have discovered it. His theory is that the distance between the planets have been enormously exaggerated. Scientists have been computing distances according to earthly conditions, but as atmospheric changes may be accountable for anything as distance increases Brown feels convinced that Mars, and Mercury, Venus, and all the other constellations, visible and invisible, are almost within kicking distance of us. My friend's attitude of mind has made me extremely uneasy, not on his account but on my own. Without the recent improvements in aviation Brown's conjectures on the subject would not matter. As things are he is living in a state of simmering excitement, and has switched his attention for the time being on to airships. (169, 276, 316, 521)
